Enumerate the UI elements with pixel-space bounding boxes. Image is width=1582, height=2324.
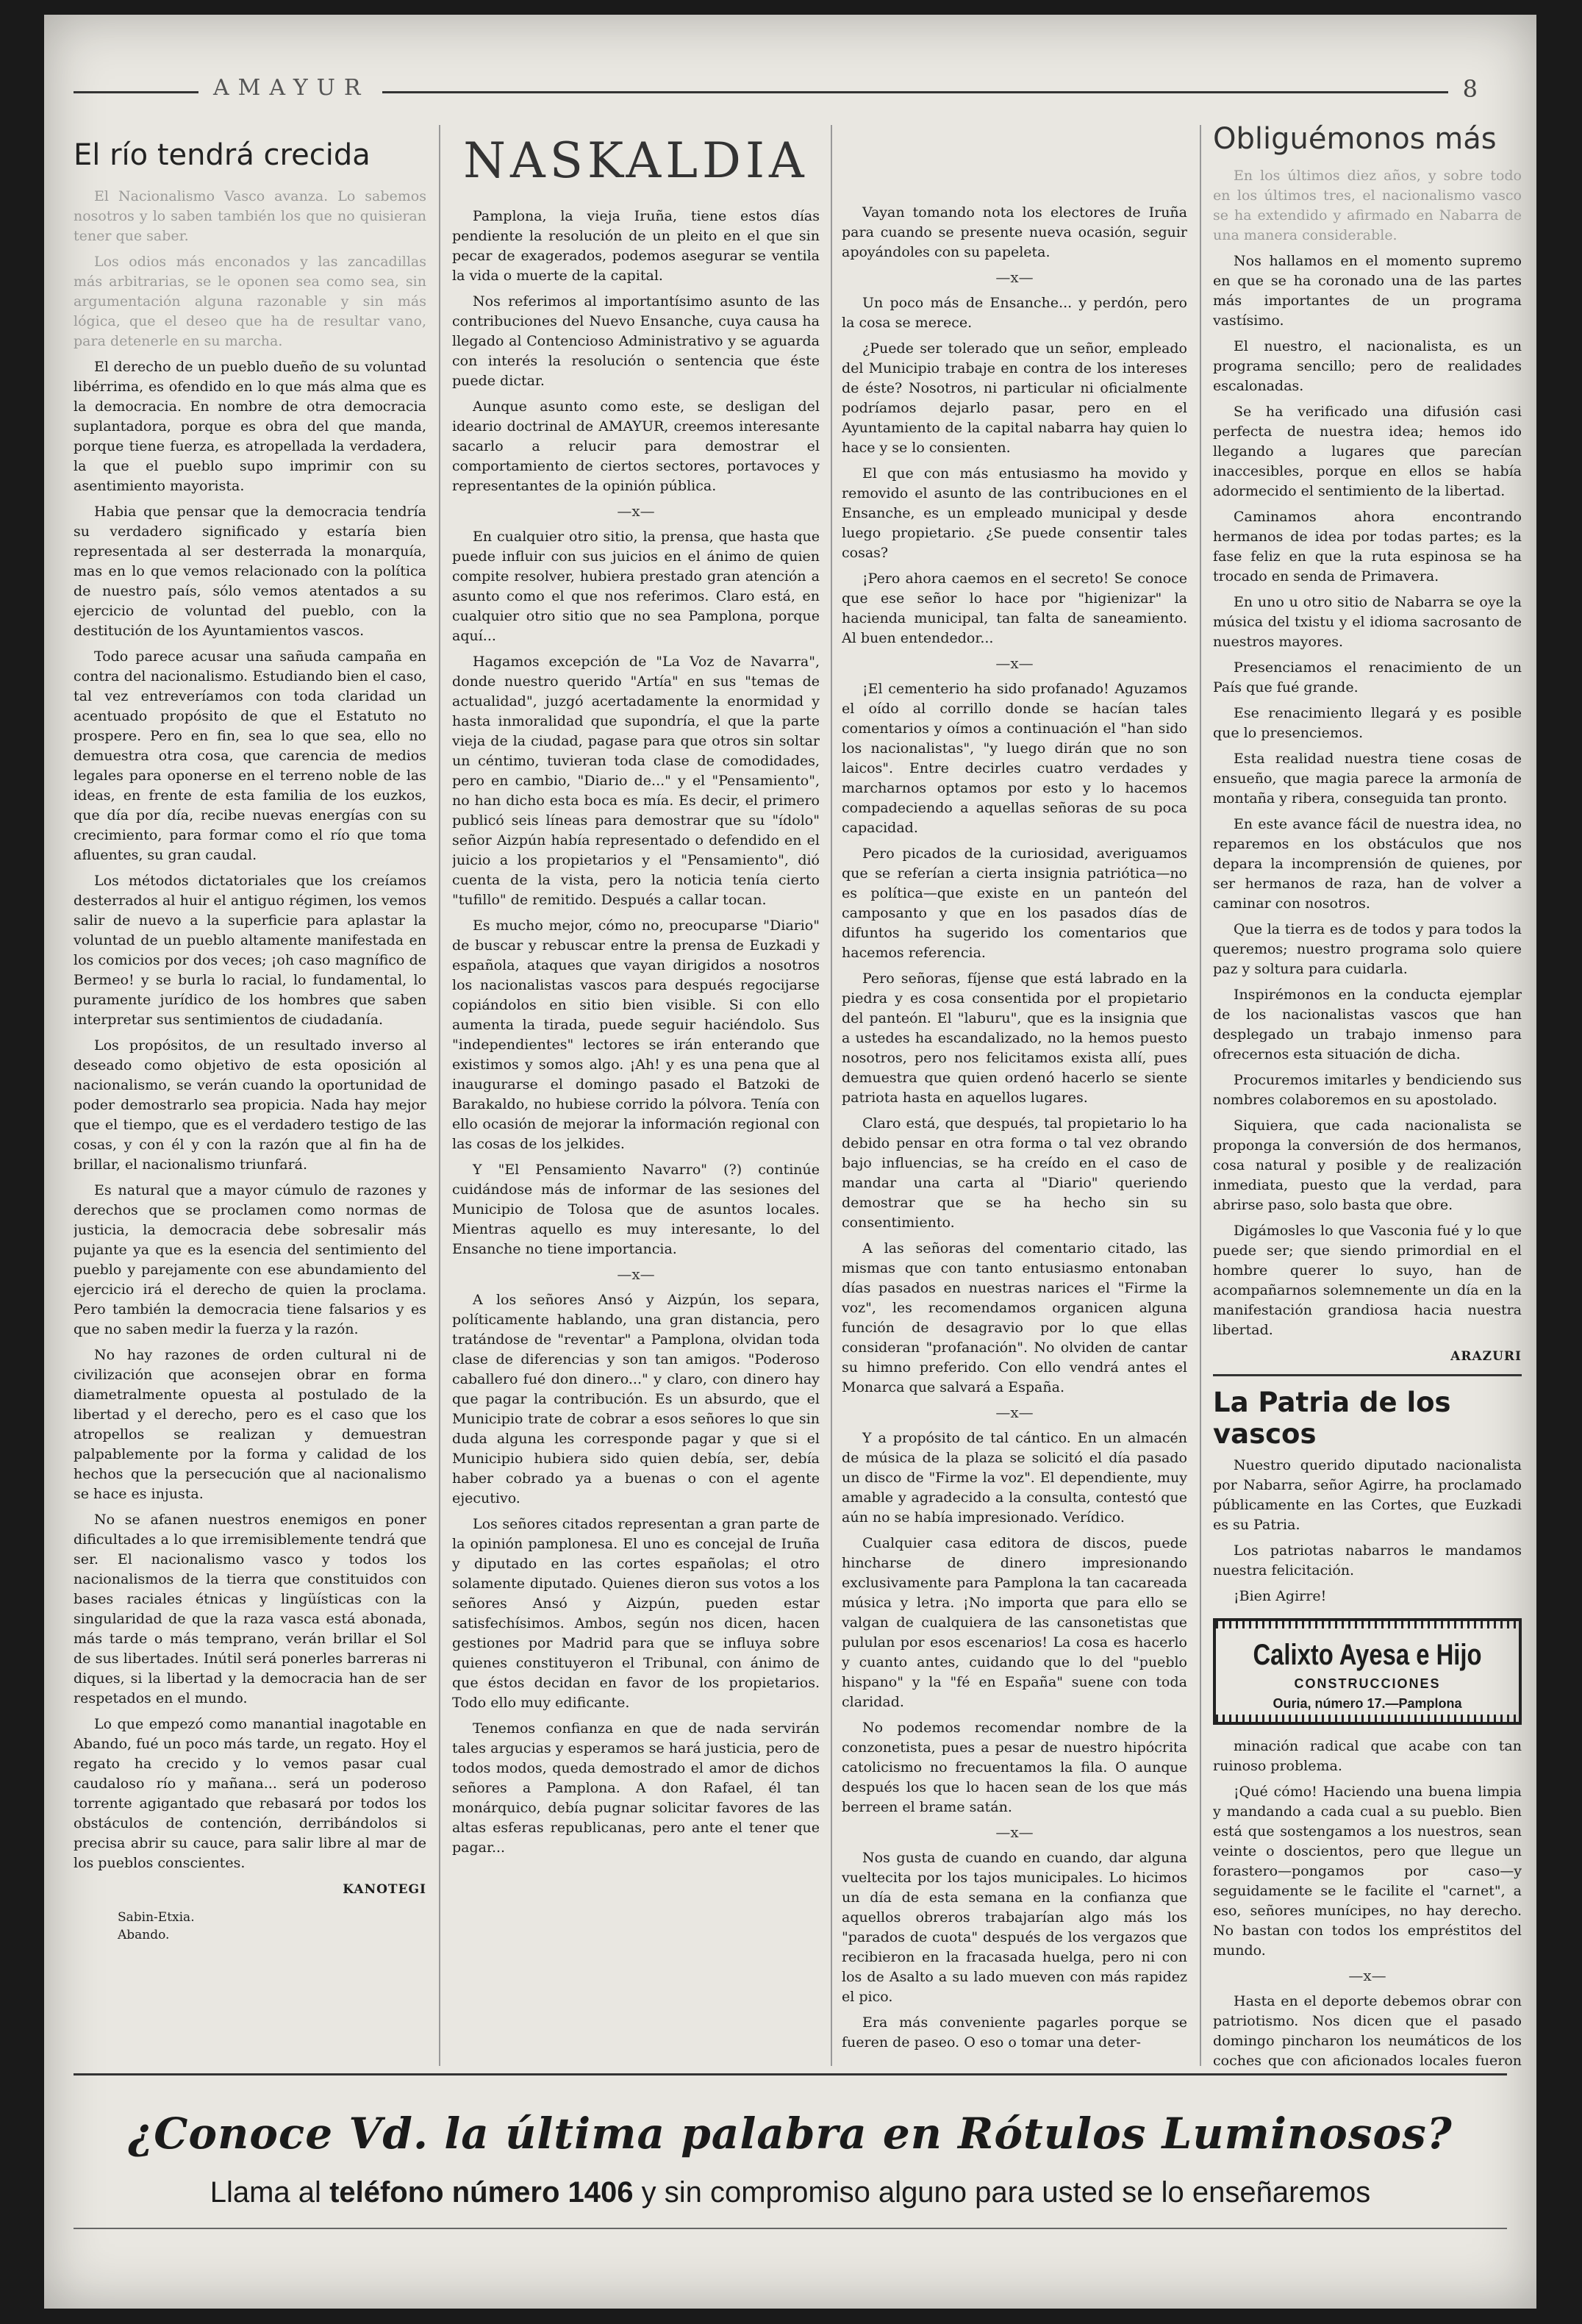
section-rule bbox=[1213, 1374, 1522, 1376]
paragraph: Era más conveniente pagarles porque se fueren de paseo. O eso o tomar una deter- bbox=[842, 2014, 1187, 2051]
column-4 bbox=[1213, 116, 1522, 2068]
paragraph: Hasta en el deporte debemos obrar con patriotismo. Nos dicen que el pasado domingo pincharon los neumáticos de los coches que con aficionados locales fueron bbox=[1213, 1993, 1522, 2068]
paragraph: A las señoras del comentario citado, las mismas que con tanto entusiasmo entonaban días pasados en nuestras narices el "Firme la voz", les recomendamos organicen alguna función de desagravio por lo que ellas consideran "profanación". No olviden de cantar su himno preferido. Con ello vendrá antes el Monarca que salvará a España. bbox=[842, 1240, 1187, 1395]
column-divider bbox=[439, 125, 440, 2066]
footer-ad-headline: ¿Conoce Vd. la última palabra en Rótulos Luminosos? bbox=[128, 2109, 1453, 2159]
paragraph: Nos hallamos en el momento supremo en que se ha coronado una de las partes más importantes de un programa vastísimo. bbox=[1213, 253, 1522, 329]
newspaper-page bbox=[44, 15, 1536, 2309]
paragraph: ¡Qué cómo! Haciendo una buena limpia y mandando a cada cual a su pueblo. Bien está que sostengamos a los nuestros, sean veinte o doscientos, pero que llegue un forastero—pongamos por caso—y seguidamente se le facilite el "carnet", a eso, señores munícipes, no hay derecho. No bastan con todos los empréstitos del mundo. bbox=[1213, 1784, 1522, 1959]
place-line: Abando. bbox=[118, 1928, 170, 1942]
paragraph: Nos gusta de cuando en cuando, dar alguna vueltecita por los tajos municipales. Lo hicimos un día de esta semana en la confianza que aquellos obreros trabajarían algo más los "parados de cuota" después de los vergazos que recibieron en la fracasada huelga, pero ni con los de Asalto a su lado mueven con más rapidez el pico. bbox=[842, 1850, 1187, 2005]
separator: —x— bbox=[995, 654, 1034, 672]
article-body-naskaldia-end bbox=[1213, 1737, 1522, 2068]
column-divider bbox=[1200, 125, 1201, 2066]
paragraph: Caminamos ahora encontrando hermanos de idea por todas partes; es la fase feliz en que la ruta espinosa se ha trocado en senda de Primavera. bbox=[1213, 509, 1522, 584]
publication-name: AMAYUR bbox=[213, 75, 370, 101]
paragraph: ¡Pero ahora caemos en el secreto! Se conoce que ese señor lo hace por "higienizar" la hacienda municipal, tan falta de saneamiento. Al buen entendedor... bbox=[842, 571, 1187, 646]
paragraph: Lo que empezó como manantial inagotable en Abando, fué un poco más tarde, un regato. Hoy el regato ha crecido y lo vemos pasar cual caudaloso río y mañana... será un poderoso torrente agigantado que rebasará por todos los obstáculos de contención, derribándolos si precisa abrir su cauce, para salir libre al mar de los pueblos conscientes. bbox=[74, 1716, 426, 1871]
paragraph: Que la tierra es de todos y para todos la queremos; nuestro programa solo quiere paz y soltura para cuidarla. bbox=[1213, 921, 1522, 977]
paragraph: Aunque asunto como este, se desligan del ideario doctrinal de AMAYUR, creemos interesante sacarlo a relucir para demostrar el comportamiento de ciertos sectores, portavoces y representantes de la opinión pública. bbox=[452, 398, 820, 494]
paragraph: minación radical que acabe con tan ruinoso problema. bbox=[1213, 1738, 1522, 1774]
paragraph: Pero señoras, fíjense que está labrado en la piedra y es cosa consentida por el propietario del panteón. El "laburu", que es la insignia que a ustedes ha escandalizado, no la hemos puesto nosotros, pero nos felicitamos exista allí, pues demuestra que quien ordenó hacerlo se siente patriota hasta en aquellos lugares. bbox=[842, 970, 1187, 1106]
separator: —x— bbox=[995, 268, 1034, 286]
article-body-naskaldia-cont bbox=[842, 203, 1187, 2053]
footer-ad-line bbox=[44, 2176, 1536, 2209]
page-number: 8 bbox=[1462, 75, 1478, 103]
footer-ad-pre: Llama al bbox=[210, 2176, 321, 2209]
paragraph: El nuestro, el nacionalista, es un programa sencillo; pero de realidades escalonadas. bbox=[1213, 338, 1522, 394]
paragraph: Un poco más de Ensanche... y perdón, pero la cosa se merece. bbox=[842, 295, 1187, 331]
paragraph: Los señores citados representan a gran parte de la opinión pamplonesa. El uno es concejal de Iruña y diputado en las cortes españolas; el otro solamente diputado. Quienes dieron sus votos a los señores Ansó y Aizpún, pueden estar satisfechísimos. Ambos, según nos dicen, hacen gestiones por Madrid para que se influya sobre quienes constituyeron el Tribunal, con ánimo de que éstos decidan en favor de los propietarios. Todo ello muy edificante. bbox=[452, 1516, 820, 1711]
separator: —x— bbox=[1348, 1967, 1386, 1984]
paragraph: Pero picados de la curiosidad, averiguamos que se referían a cierta insignia patriótica—no es política—que existe en un panteón del camposanto y que en los pasados días de difuntos ha sugerido los comentarios que hacemos referencia. bbox=[842, 845, 1187, 961]
masthead-rule-right bbox=[382, 91, 1448, 93]
column-1 bbox=[74, 116, 426, 2068]
separator: —x— bbox=[995, 1404, 1034, 1421]
paragraph: En los últimos diez años, y sobre todo en los últimos tres, el nacionalismo vasco se ha extendido y afirmado en Nabarra de una manera considerable. bbox=[1213, 168, 1522, 243]
ad-trade: CONSTRUCCIONES bbox=[1294, 1676, 1441, 1691]
paragraph: Digámosles lo que Vasconia fué y lo que puede ser; que siendo primordial en el hombre querer lo suyo, han de acompañarnos solemnemente un día en la manifestación grandiosa hacia nuestra libertad. bbox=[1213, 1223, 1522, 1338]
paragraph: Todo parece acusar una sañuda campaña en contra del nacionalismo. Estudiando bien el caso, tal vez entreveríamos con toda claridad un acentuado propósito de que el Estatuto no prospere. Pero en fin, sea lo que sea, ello no demuestra otra cosa, que carencia de medios legales para oponerse en el terreno noble de las ideas, en frente de esta familia de los euzkos, que día por día, recibe nuevas energías con su crecimiento, para formar como el río que toma afluentes, su gran caudal. bbox=[74, 648, 426, 863]
footer-rule bbox=[74, 2073, 1507, 2075]
construction-ad bbox=[1213, 1618, 1522, 1725]
paragraph: Vayan tomando nota los electores de Iruña para cuando se presente nueva ocasión, seguir apoyándoles con su papeleta. bbox=[842, 204, 1187, 260]
masthead bbox=[74, 75, 1507, 104]
paragraph: El Nacionalismo Vasco avanza. Lo sabemos nosotros y lo saben también los que no quisieran tener que saber. bbox=[74, 188, 426, 244]
separator: —x— bbox=[617, 502, 655, 520]
article-title-rio: El río tendrá crecida bbox=[74, 138, 371, 172]
paragraph: No se afanen nuestros enemigos en poner dificultades a lo que irremisiblemente tendrá que ser. El nacionalismo vasco y todos los nacionalismos de la tierra que constituidos con bases raciales étnicas y lingüísticas con la singularidad de que la raza vasca está abonada, más tarde o más temprano, verán brillar el Sol de sus libertades. Inútil será ponerles barreras ni diques, si la libertad y la democracia han de ser respetados en el mundo. bbox=[74, 1512, 426, 1706]
paragraph: Presenciamos el renacimiento de un País que fué grande. bbox=[1213, 659, 1522, 696]
column-divider bbox=[831, 125, 832, 2066]
footer-rule bbox=[74, 2228, 1507, 2229]
paragraph: Procuremos imitarles y bendiciendo sus nombres colaboremos en su apostolado. bbox=[1213, 1072, 1522, 1108]
paragraph: ¡El cementerio ha sido profanado! Aguzamos el oído al corrillo donde se hacían tales comentarios y oímos a continuación el "han sido los nacionalistas", "y luego dirán que no son laicos". Entre decirles cuatro verdades y marcharnos optamos por esto y lo hacemos compadeciendo a aquellas señoras de su poca capacidad. bbox=[842, 681, 1187, 836]
place-line: Sabin-Etxia. bbox=[118, 1910, 195, 1925]
masthead-rule-left bbox=[74, 91, 198, 93]
column-2 bbox=[452, 116, 820, 2068]
article-body-patria bbox=[1213, 1456, 1522, 1606]
paragraph: Esta realidad nuestra tiene cosas de ensueño, que magia parece la armonía de montaña y ribera, conseguida tan pronto. bbox=[1213, 751, 1522, 807]
article-title-obliguemonos: Obliguémonos más bbox=[1213, 122, 1497, 156]
paragraph: Es natural que a mayor cúmulo de razones y derechos que se proclamen como normas de justicia, la democracia debe sobresalir más pujante ya que es la esencia del sentimiento del pueblo y parejamente con ese abundamiento del ejercicio irá el derecho de quien la proclama. Pero también la democracia tiene falsarios y es que no saben medir la fuerza y la razón. bbox=[74, 1182, 426, 1337]
article-title-patria: La Patria de los vascos bbox=[1213, 1387, 1451, 1450]
section-nameplate: NASKALDIA bbox=[463, 132, 809, 189]
paragraph: Los propósitos, de un resultado inverso al deseado como objetivo de esta oposición al nacionalismo, se verán cuando la oportunidad de poder demostrarlo sea propicia. Nada hay mejor que el tiempo, que es el verdadero testigo de las cosas, y con él y con la razón que al fin ha de brillar, el nacionalismo triunfará. bbox=[74, 1037, 426, 1173]
paragraph: Y "El Pensamiento Navarro" (?) continúe cuidándose más de informar de las sesiones del Municipio de Tolosa que de asuntos locales. Mientras aquello es muy interesante, lo del Ensanche no tiene importancia. bbox=[452, 1162, 820, 1257]
paragraph: No hay razones de orden cultural ni de civilización que aconsejen obrar en forma diametralmente opuesta al postulado de la libertad y el derecho, pero es el caso que los atropellos se realizan y demuestran palpablemente por la forma y calidad de los hechos que la persecución que al nacionalismo se hace es injusta. bbox=[74, 1347, 426, 1502]
ad-address: Ouria, número 17.—Pamplona bbox=[1273, 1696, 1462, 1711]
paragraph: No podemos recomendar nombre de la conzonetista, pues a pesar de nuestro hipócrita catolicismo no frecuentamos la fila. O aunque después los que lo hacen sean de los que más berreen el brame satán. bbox=[842, 1720, 1187, 1815]
paragraph: ¿Puede ser tolerado que un señor, empleado del Municipio trabaje en contra de los intereses de éste? Nosotros, ni particular ni oficialmente podríamos dejarlo pasar, pero en el Ayuntamiento de la capital nabarra hay quien lo hace y se lo consienten. bbox=[842, 340, 1187, 456]
paragraph: El derecho de un pueblo dueño de su voluntad libérrima, es ofendido en lo que más alma que es la democracia. En nombre de otra democracia suplantadora, porque es obra del que manda, porque tiene fuerza, es atropellada la verdadera, la que el pueblo supo imprimir con su asentimiento mayorista. bbox=[74, 359, 426, 494]
paragraph: Y a propósito de tal cántico. En un almacén de música de la plaza se solicitó el día pasado un disco de "Firme la voz". El dependiente, muy amable y agradecido a la consulta, contestó que aún no se había impresionado. Verídico. bbox=[842, 1430, 1187, 1526]
paragraph: Los odios más enconados y las zancadillas más arbitrarias, se le oponen sea como sea, sin argumentación alguna razonable y sin más lógica, que el deseo que ha de resultar vano, para detenerle en su marcha. bbox=[74, 254, 426, 349]
paragraph: Cualquier casa editora de discos, puede hincharse de dinero impresionando exclusivamente para Pamplona la tan cacareada música y letra. ¡No importa que para ello se valgan de cualquiera de las cansonetistas que pululan por esos escenarios! La cosa es hacerlo y cuanto antes, cuidando que lo del "pueblo hispano" y la "fé en España" suene con toda claridad. bbox=[842, 1535, 1187, 1710]
article-body-rio bbox=[74, 187, 426, 1873]
paragraph: Ese renacimiento llegará y es posible que lo presenciemos. bbox=[1213, 705, 1522, 741]
paragraph: En uno u otro sitio de Nabarra se oye la música del txistu y el idioma sacrosanto de nuestros mayores. bbox=[1213, 594, 1522, 650]
article-body-naskaldia bbox=[452, 207, 820, 1858]
footer-ad-post: y sin compromiso alguno para usted se lo enseñaremos bbox=[641, 2176, 1371, 2209]
footer-ad-phone: teléfono número 1406 bbox=[329, 2176, 634, 2209]
paragraph: Habia que pensar que la democracia tendría su verdadero significado y estaría bien representada al ser desterrada la monarquía, mas en lo que vemos relacionado con la política de nuestro país, sólo vemos atentados a su ejercicio de voluntad del pueblo, con la destitución de los Ayuntamientos vascos. bbox=[74, 504, 426, 639]
paragraph: Nuestro querido diputado nacionalista por Nabarra, señor Agirre, ha proclamado públicamente en las Cortes, que Euzkadi es su Patria. bbox=[1213, 1457, 1522, 1533]
paragraph: ¡Bien Agirre! bbox=[1234, 1588, 1327, 1604]
separator: —x— bbox=[617, 1265, 655, 1283]
separator: —x— bbox=[995, 1823, 1034, 1841]
paragraph: Siquiera, que cada nacionalista se proponga la conversión de dos hermanos, cosa natural y posible y de realización inmediata, puesto que la verdad, para abrirse paso, solo basta que obre. bbox=[1213, 1118, 1522, 1213]
paragraph: Se ha verificado una difusión casi perfecta de nuestra idea; hemos ido llegando a lugares que parecían inaccesibles, porque en ellos se había adormecido el sentimiento de la libertad. bbox=[1213, 404, 1522, 499]
paragraph: En este avance fácil de nuestra idea, no reparemos en los obstáculos que nos depara la incomprensión de quienes, por ser hermanos de raza, han de volver a caminar con nosotros. bbox=[1213, 816, 1522, 912]
signature-kanotegi: KANOTEGI bbox=[343, 1882, 426, 1897]
paragraph: Los patriotas nabarros le mandamos nuestra felicitación. bbox=[1213, 1542, 1522, 1578]
signature-arazuri: ARAZURI bbox=[1450, 1349, 1522, 1364]
paragraph: Hagamos excepción de "La Voz de Navarra", donde nuestro querido "Artía" en sus "temas de actualidad", juzgó acertadamente la enormidad y hasta inmoralidad que supondría, el que la parte vieja de la ciudad, pagase para que otros sin soltar un céntimo, tuvieran toda clase de comodidades, pero en cambio, "Diario de..." y el "Pensamiento", no han dicho esta boca es mía. Es decir, el primero publicó seis líneas para demostrar que su "ídolo" señor Aizpún había representado o defendido en el juicio a los propietarios y el "Pensamiento", dió cuenta de la vista, pero la noticia tenía cierto "tufillo" de remitido. Después a callar tocan. bbox=[452, 654, 820, 908]
paragraph: Claro está, que después, tal propietario lo ha debido pensar en otra forma o tal vez obrando bajo influencias, se ha creído en el caso de mandar una carta al "Diario" queriendo demostrar que se ha hecho sin su consentimiento. bbox=[842, 1115, 1187, 1231]
paragraph: Los métodos dictatoriales que los creíamos desterrados al huir el antiguo régimen, los vemos salir de nuevo a la superficie para aplastar la voluntad de un pueblo altamente manifestada en los comicios por dos veces; ¡oh caso magnífico de Bermeo! y se burla lo racial, lo fundamental, lo puramente jurídico de los hombres que saben interpretar sus sentimientos de ciudadanía. bbox=[74, 873, 426, 1028]
paragraph: Nos referimos al importantísimo asunto de las contribuciones del Nuevo Ensanche, cuya causa ha llegado al Contencioso Administrativo y se aguarda con interés la resolución o sentencia que éste puede dictar. bbox=[452, 293, 820, 389]
paragraph: En cualquier otro sitio, la prensa, que hasta que puede influir con sus juicios en el ánimo de quien compite resolver, hubiera prestado gran atención a asunto como el que nos referimos. Claro está, en cualquier otro sitio que no sea Pamplona, porque aquí... bbox=[452, 529, 820, 644]
paragraph: Es mucho mejor, cómo no, preocuparse "Diario" de buscar y rebuscar entre la prensa de Euzkadi y española, ataques que vayan dirigidos a nosotros los nacionalistas vascos para después regocijarse copiándolos en sitio bien visible. Si con ello aumenta la tirada, puede seguir haciéndolo. Sus "independientes" lectores se irán enterando que existimos y somos algo. ¡Ah! y es una pena que al inaugurarse el domingo pasado el Batzoki de Barakaldo, no hubiese corrido la pólvora. Tenía con ello ocasión de mejorar la información regional con las cosas de los jelkides. bbox=[452, 918, 820, 1152]
paragraph: Tenemos confianza en que de nada servirán tales argucias y esperamos se hará justicia, pero de todos modos, queda demostrado el amor de dichos señores a Pamplona. A don Rafael, él tan monárquico, debía pugnar solicitar favores de las altas esferas republicanas, pero ante el tener que pagar... bbox=[452, 1720, 820, 1856]
paragraph: El que con más entusiasmo ha movido y removido el asunto de las contribuciones en el Ensanche, es un empleado municipal y desde luego propietario. ¿Se puede consentir tales cosas? bbox=[842, 465, 1187, 561]
paragraph: A los señores Ansó y Aizpún, los separa, políticamente hablando, una gran distancia, pero tratándose de "reventar" a Pamplona, olvidan toda clase de diferencias y son tan amigos. "Poderoso caballero fué don dinero..." y claro, con dinero hay que pagar la contribución. Es un absurdo, que el Municipio trate de cobrar a esos señores lo que sin duda alguna les corresponde pagar y que si el Municipio hubiera sido quien debía, ser, debía haber cobrado ya a buenas o con el agente ejecutivo. bbox=[452, 1292, 820, 1506]
article-body-obliguemonos bbox=[1213, 166, 1522, 1340]
paragraph: Pamplona, la vieja Iruña, tiene estos días pendiente la resolución de un pleito en el que sin pecar de exagerados, podemos asegurar se ventila la vida o muerte de la capital. bbox=[452, 208, 820, 284]
column-3 bbox=[842, 116, 1187, 2068]
paragraph: Inspirémonos en la conducta ejemplar de los nacionalistas vascos que han desplegado un trabajo inmenso para ofrecernos esta situación de dicha. bbox=[1213, 987, 1522, 1062]
ad-firm-name: Calixto Ayesa e Hijo bbox=[1253, 1639, 1482, 1671]
